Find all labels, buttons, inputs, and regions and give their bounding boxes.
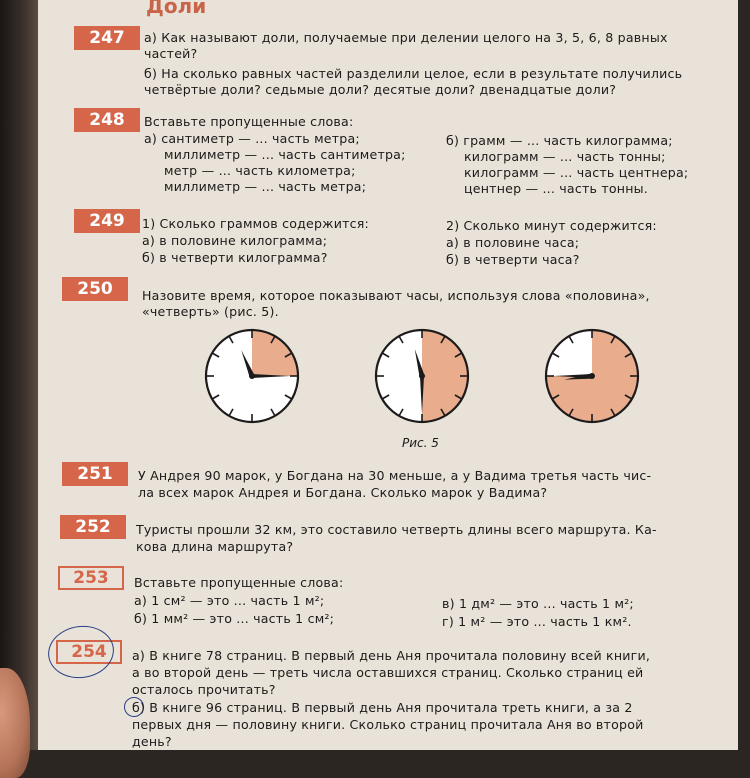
clock-center-pin	[589, 373, 595, 379]
problem-249-right-item: а) в половине часа;	[446, 235, 580, 250]
problem-number-254: 254	[56, 640, 122, 664]
clock-center-pin	[249, 373, 255, 379]
figure-caption: Рис. 5	[402, 436, 439, 450]
problem-248-right-item: килограмм — ... часть центнера;	[464, 165, 689, 180]
problem-254-line: а) В книге 78 страниц. В первый день Аня прочитала половину всей книги,	[132, 648, 651, 663]
problem-254-line: осталось прочитать?	[132, 682, 276, 697]
problem-number-247: 247	[74, 26, 140, 50]
problem-247-line: частей?	[144, 46, 198, 61]
clock-face-1	[202, 326, 302, 426]
textbook-page	[38, 0, 738, 750]
problem-248-right-item: центнер — ... часть тонны.	[464, 181, 648, 196]
book-spine	[0, 0, 38, 750]
problem-250-line: Назовите время, которое показывают часы, используя слова «половина»,	[142, 288, 650, 303]
problem-249-left-item: б) в четверти килограмма?	[142, 250, 328, 265]
problem-254-line: первых дня — половину книги. Сколько страниц прочитала Аня во второй	[132, 717, 644, 732]
problem-253-intro: Вставьте пропущенные слова:	[134, 575, 344, 590]
problem-253-right-item: в) 1 дм² — это ... часть 1 м²;	[442, 596, 634, 611]
problem-248-left-item: миллиметр — ... часть сантиметра;	[164, 147, 406, 162]
handwritten-circle-mark	[45, 622, 118, 683]
problem-253-left-item: б) 1 мм² — это ... часть 1 см²;	[134, 611, 335, 626]
problem-253-left-item: а) 1 см² — это ... часть 1 м²;	[134, 593, 325, 608]
problem-247-line: б) На сколько равных частей разделили целое, если в результате получились	[144, 66, 683, 81]
problem-249-right-item: б) в четверти часа?	[446, 252, 580, 267]
problem-254-line: день?	[132, 734, 172, 749]
problem-248-left-item: метр — ... часть километра;	[164, 163, 356, 178]
problem-249-left-item: а) в половине килограмма;	[142, 233, 328, 248]
problem-253-right-item: г) 1 м² — это ... часть 1 км².	[442, 614, 632, 629]
problem-247-line: а) Как называют доли, получаемые при делении целого на 3, 5, 6, 8 равных	[144, 30, 668, 45]
problem-254-line: б) В книге 96 страниц. В первый день Аня прочитала треть книги, а за 2	[132, 700, 633, 715]
problem-248-right-item: килограмм — ... часть тонны;	[464, 149, 666, 164]
problem-number-249: 249	[74, 209, 140, 233]
problem-250-line: «четверть» (рис. 5).	[142, 304, 279, 319]
clock-center-pin	[419, 373, 425, 379]
problem-251-line: ла всех марок Андрея и Богдана. Сколько марок у Вадима?	[138, 485, 548, 500]
problem-number-251: 251	[62, 462, 128, 486]
problem-number-253: 253	[58, 566, 124, 590]
problem-251-line: У Андрея 90 марок, у Богдана на 30 меньше, а у Вадима третья часть чис-	[138, 468, 652, 483]
problem-number-248: 248	[74, 108, 140, 132]
clock-face-2	[372, 326, 472, 426]
problem-252-line: кова длина маршрута?	[136, 539, 294, 554]
clock-face-3	[542, 326, 642, 426]
problem-247-line: четвёртые доли? седьмые доли? десятые доли? двенадцатые доли?	[144, 82, 617, 97]
problem-248-left-item: миллиметр — ... часть метра;	[164, 179, 367, 194]
problem-249-left-item: 1) Сколько граммов содержится:	[142, 216, 369, 231]
problem-252-line: Туристы прошли 32 км, это составило четверть длины всего маршрута. Ка-	[136, 522, 657, 537]
problem-number-250: 250	[62, 277, 128, 301]
problem-number-252: 252	[60, 515, 126, 539]
problem-248-intro: Вставьте пропущенные слова:	[144, 114, 354, 129]
section-heading: Доли	[146, 0, 207, 18]
problem-248-right-item: б) грамм — ... часть килограмма;	[446, 133, 673, 148]
problem-254-line: а во второй день — треть числа оставшихся страниц. Сколько страниц ей	[132, 665, 644, 680]
problem-248-left-item: а) сантиметр — ... часть метра;	[144, 131, 360, 146]
problem-249-right-item: 2) Сколько минут содержится:	[446, 218, 657, 233]
